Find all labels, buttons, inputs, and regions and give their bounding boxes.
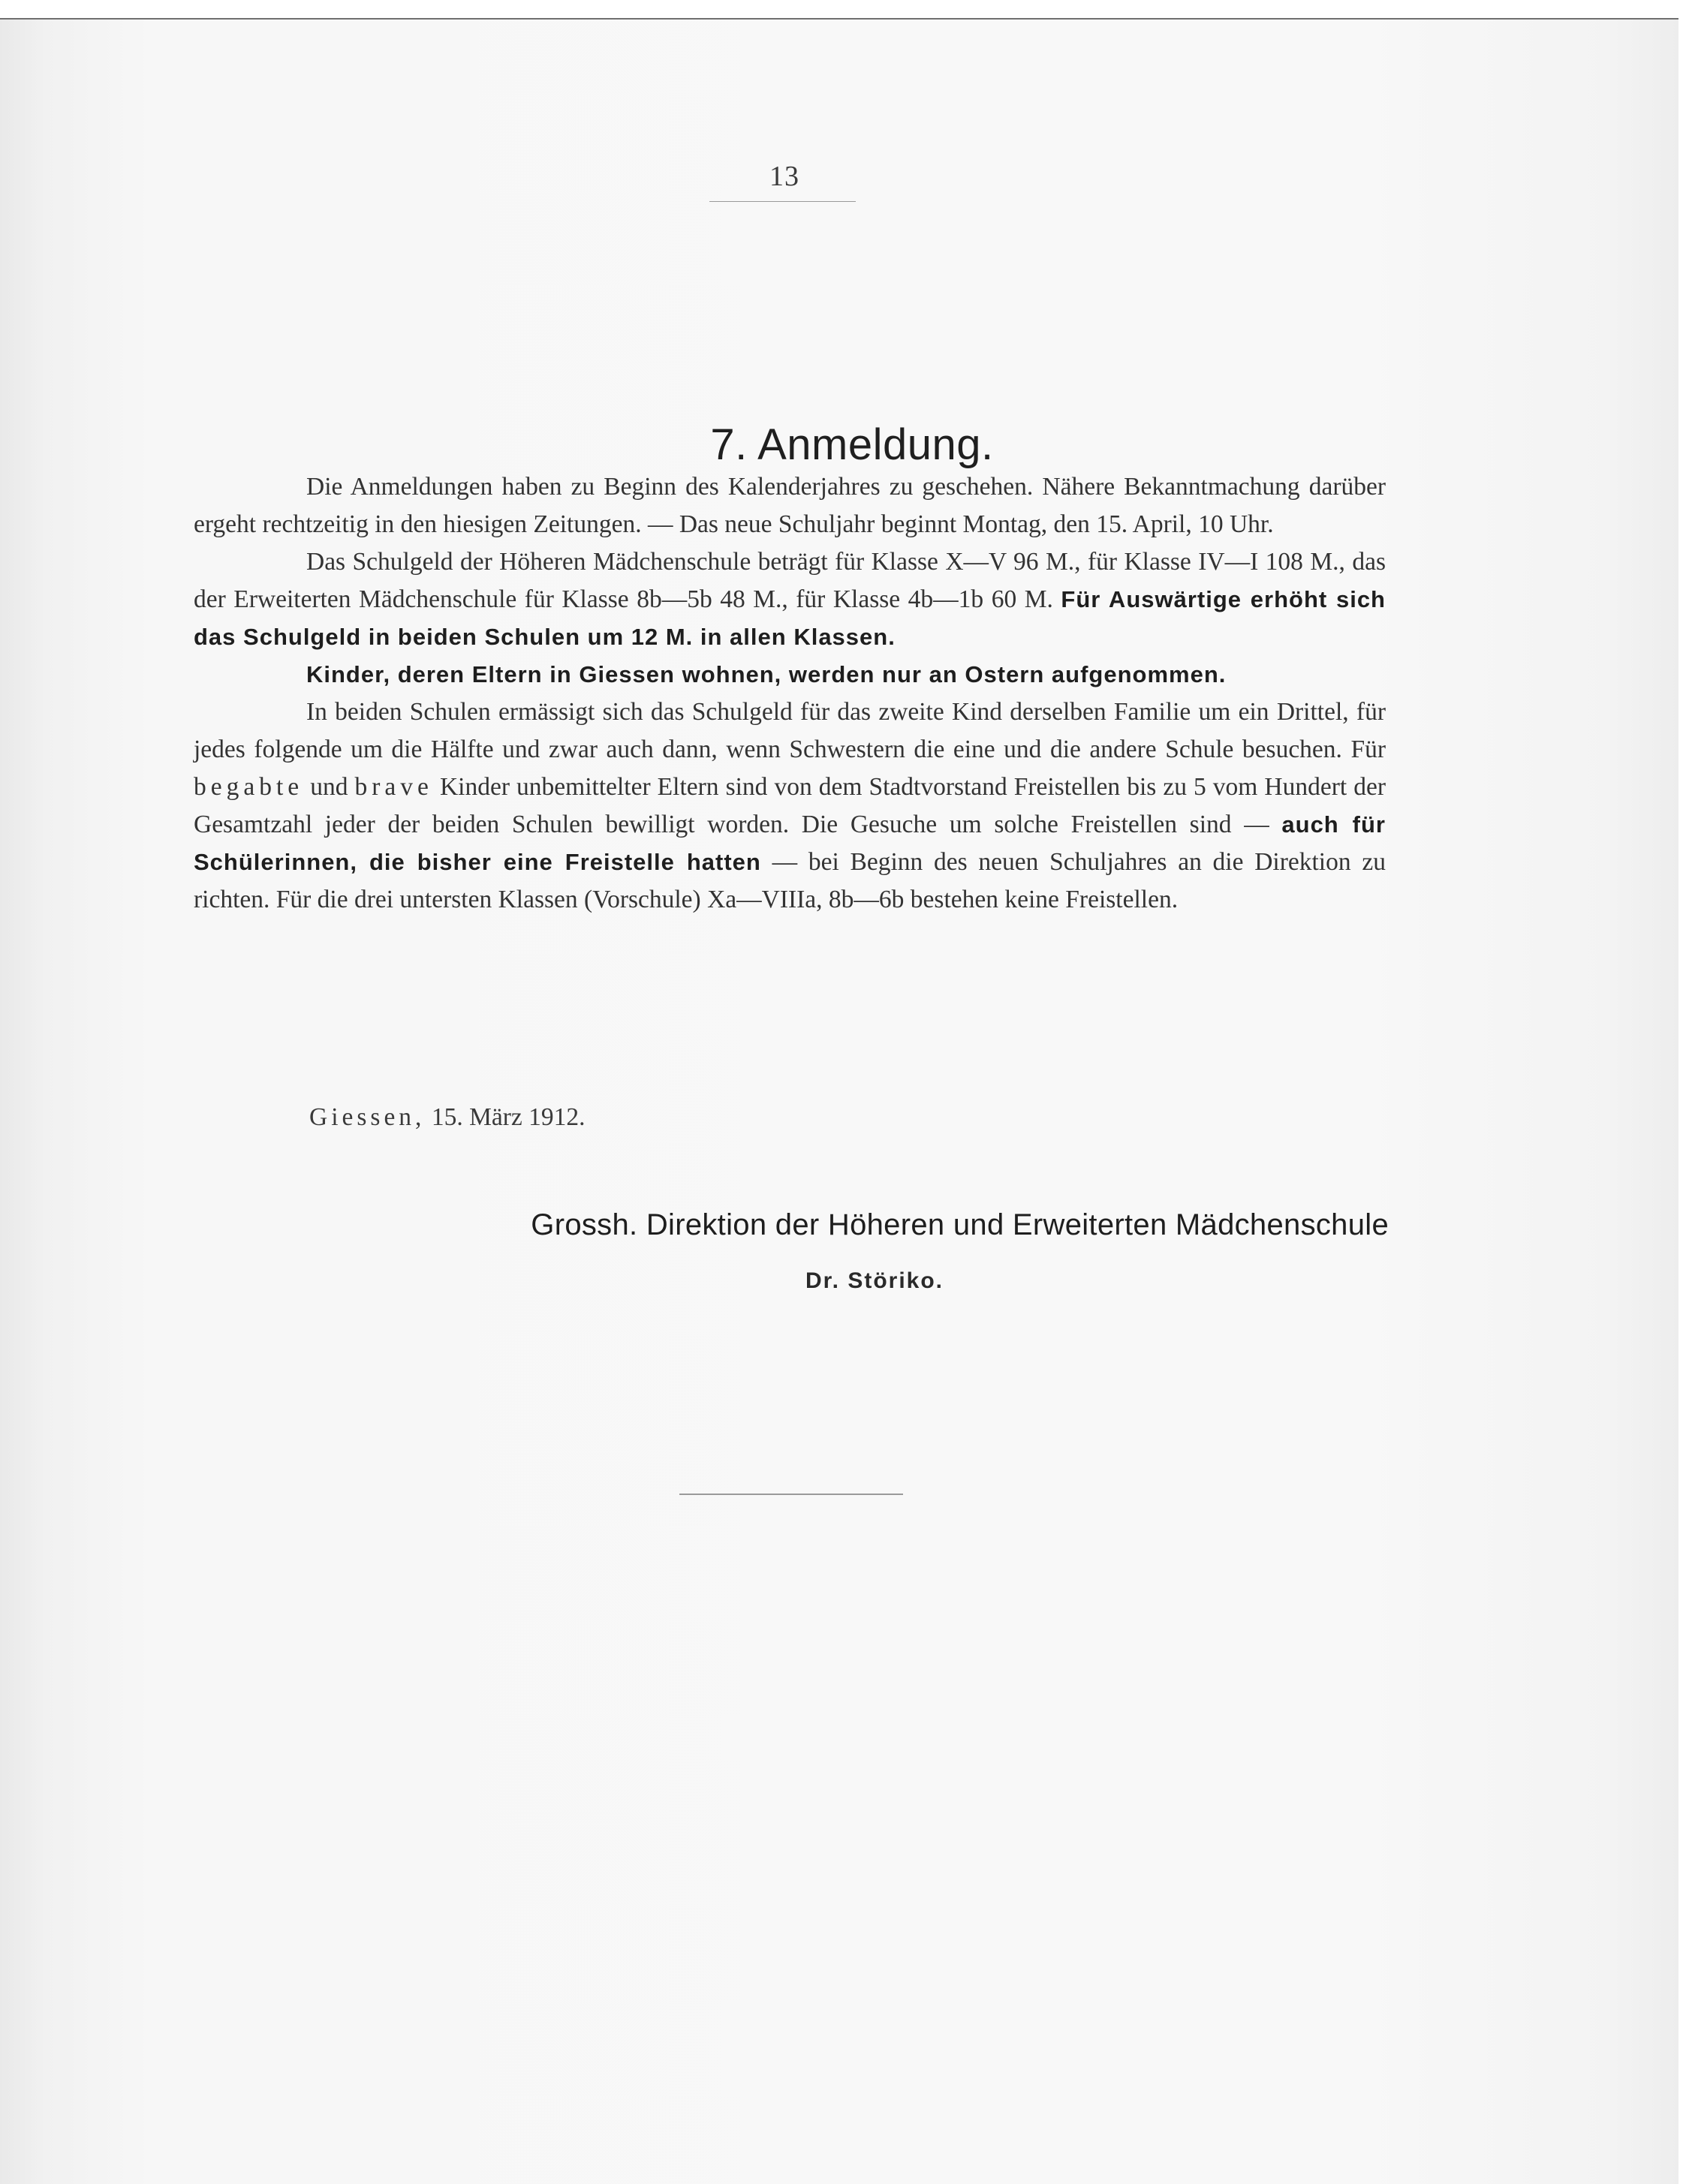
paragraph-admission-bold: Kinder, deren Eltern in Giessen wohnen, werden nur an Ostern aufgenommen.: [306, 661, 1227, 687]
scan-top-edge: [0, 0, 1689, 20]
paragraph-fees: [194, 543, 1386, 656]
paragraph-reductions-and: und: [303, 773, 355, 801]
date-line: [309, 1103, 586, 1132]
scan-right-edge: [1678, 0, 1689, 2184]
paragraph-admission: [194, 656, 1386, 693]
paragraph-registration-text: Die Anmeldungen haben zu Beginn des Kalenderjahres zu geschehen. Nähere Bekanntmachung darüber ergeht rechtzeitig in den hiesigen Zeitungen. — Das neue Schuljahr beginnt Montag, den 15. April, 10 Uhr.: [194, 473, 1386, 538]
paragraph-reductions-spaced-gifted: begabte: [194, 773, 304, 801]
paragraph-reductions: [194, 693, 1386, 919]
page-number-rule: [709, 201, 856, 202]
paragraph-reductions-text-c: — bei Beginn des neuen Schuljahres an die Direktion zu richten. Für die drei untersten Klassen (Vorschule) Xa—VIIIa, 8b—6b bestehen keine Freistellen.: [194, 848, 1386, 913]
date-place: Giessen,: [309, 1103, 426, 1131]
closing-rule: [679, 1494, 903, 1495]
page-number: 13: [769, 161, 799, 192]
section-heading: 7. Anmeldung.: [710, 420, 994, 469]
paragraph-reductions-spaced-well-behaved: brave: [354, 773, 433, 801]
issuing-authority: Grossh. Direktion der Höheren und Erweiterten Mädchenschule: [531, 1208, 1389, 1241]
paragraph-registration: [194, 468, 1386, 543]
paragraph-reductions-text-b: Kinder unbemittelter Eltern sind von dem Stadtvorstand Freistellen bis zu 5 vom Hundert der Gesamtzahl jeder der beiden Schulen bewilligt worden. Die Gesuche um solche Freistellen sind —: [194, 773, 1386, 838]
paragraph-fees-bold: Für Auswärtige erhöht sich das Schulgeld in beiden Schulen um 12 M. in allen Klassen.: [194, 586, 1386, 650]
paragraph-reductions-text-a: In beiden Schulen ermässigt sich das Schulgeld für das zweite Kind derselben Familie um ein Drittel, für jedes folgende um die Hälfte und zwar auch dann, wenn Schwestern die eine und die andere Schule besuchen. Für: [194, 698, 1386, 763]
signatory-name: Dr. Störiko.: [805, 1268, 944, 1293]
date-value: 15. März 1912.: [431, 1103, 586, 1131]
paragraph-fees-text: Das Schulgeld der Höheren Mädchenschule beträgt für Klasse X—V 96 M., für Klasse IV—I 108 M., das der Erweiterten Mädchenschule für Klasse 8b—5b 48 M., für Klasse 4b—1b 60 M.: [194, 548, 1386, 613]
section-body: [194, 468, 1386, 919]
paragraph-reductions-bold: auch für Schülerinnen, die bisher eine Freistelle hatten: [194, 811, 1386, 875]
